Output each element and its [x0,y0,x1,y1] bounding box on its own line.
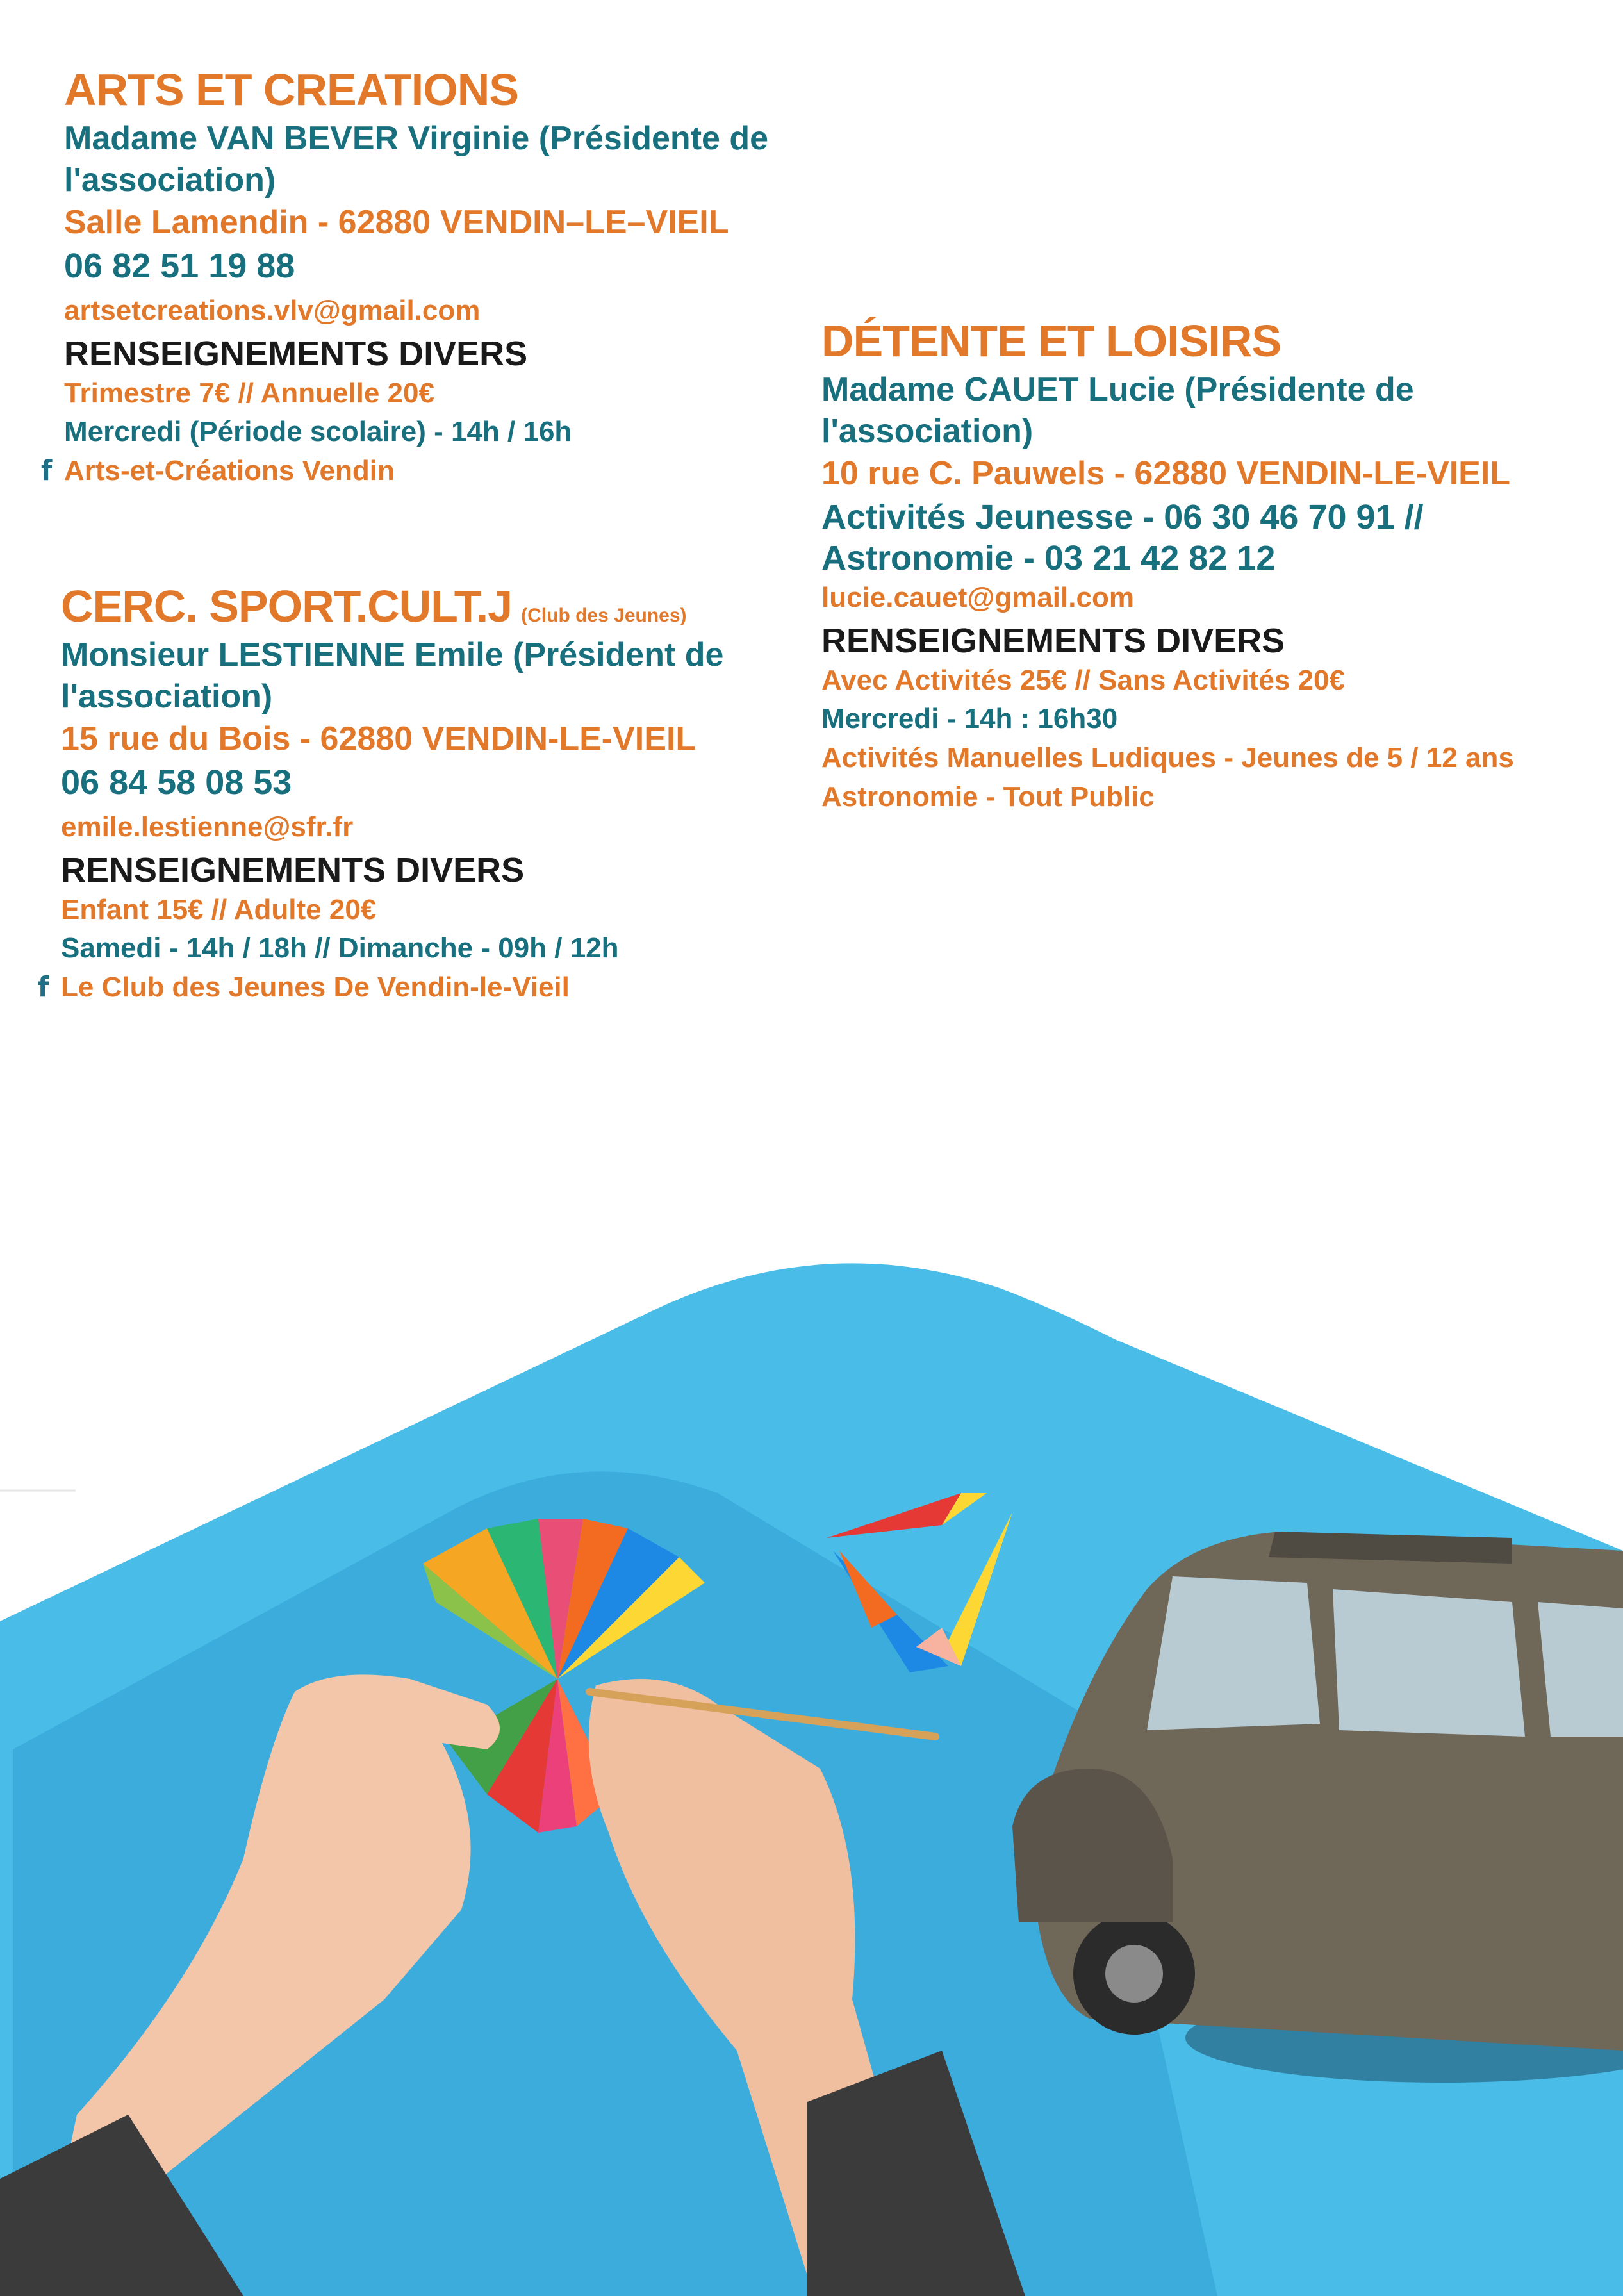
arts-contact-line-1: Madame VAN BEVER Virginie (Présidente de [64,119,769,157]
detente-activity-2: Astronomie - Tout Public [821,780,1155,813]
detente-address: 10 rue C. Pauwels - 62880 VENDIN-LE-VIEIL [821,455,1511,493]
arts-title: ARTS ET CREATIONS [64,65,518,115]
arts-et-creations-block [41,64,769,487]
detente-email[interactable]: lucie.cauet@gmail.com [821,582,1134,614]
cerc-sport-cult-block [38,581,724,1003]
detente-schedule: Mercredi - 14h : 16h30 [821,703,1118,735]
cerc-price: Enfant 15€ // Adulte 20€ [61,893,377,925]
cerc-contact-line-2: l'association) [61,678,273,716]
detente-contact-line-1: Madame CAUET Lucie (Présidente de [821,370,1414,408]
cerc-contact-line-1: Monsieur LESTIENNE Emile (Président de [61,636,724,673]
detente-phone-line-2: Astronomie - 03 21 42 82 12 [821,538,1276,577]
cerc-phone: 06 84 58 08 53 [61,763,292,802]
cerc-title [61,581,723,632]
arts-facebook[interactable] [41,454,768,488]
cerc-facebook[interactable] [38,970,723,1004]
arts-email[interactable]: artsetcreations.vlv@gmail.com [64,294,481,326]
detente-activity-1: Activités Manuelles Ludiques - Jeunes de 5 / 12 ans [821,741,1514,773]
facebook-icon: f [38,970,49,1003]
arts-phone: 06 82 51 19 88 [64,246,295,285]
detente-title: DÉTENTE ET LOISIRS [821,316,1281,366]
arts-address: Salle Lamendin - 62880 VENDIN–LE–VIEIL [64,204,729,242]
cerc-address: 15 rue du Bois - 62880 VENDIN-LE-VIEIL [61,720,696,758]
arts-facebook-label: Arts-et-Créations Vendin [64,454,395,486]
cerc-section-heading: RENSEIGNEMENTS DIVERS [61,850,525,889]
cerc-subtitle: (Club des Jeunes) [521,605,687,626]
cerc-email[interactable]: emile.lestienne@sfr.fr [61,811,354,843]
detente-price: Avec Activités 25€ // Sans Activités 20€ [821,664,1345,696]
arts-schedule: Mercredi (Période scolaire) - 14h / 16h [64,416,572,448]
detente-section-heading: RENSEIGNEMENTS DIVERS [821,621,1285,660]
facebook-icon: f [41,454,53,487]
detente-et-loisirs-block [821,315,1514,813]
detente-phone-line-1: Activités Jeunesse - 06 30 46 70 91 // [821,497,1424,536]
arts-section-heading: RENSEIGNEMENTS DIVERS [64,334,528,373]
cerc-schedule: Samedi - 14h / 18h // Dimanche - 09h / 12h [61,932,619,964]
arts-price: Trimestre 7€ // Annuelle 20€ [64,377,434,409]
arts-contact-line-2: l'association) [64,161,276,199]
cerc-facebook-label: Le Club des Jeunes De Vendin-le-Vieil [61,971,570,1003]
detente-contact-line-2: l'association) [821,413,1034,450]
cerc-title-text: CERC. SPORT.CULT.J [61,581,513,631]
